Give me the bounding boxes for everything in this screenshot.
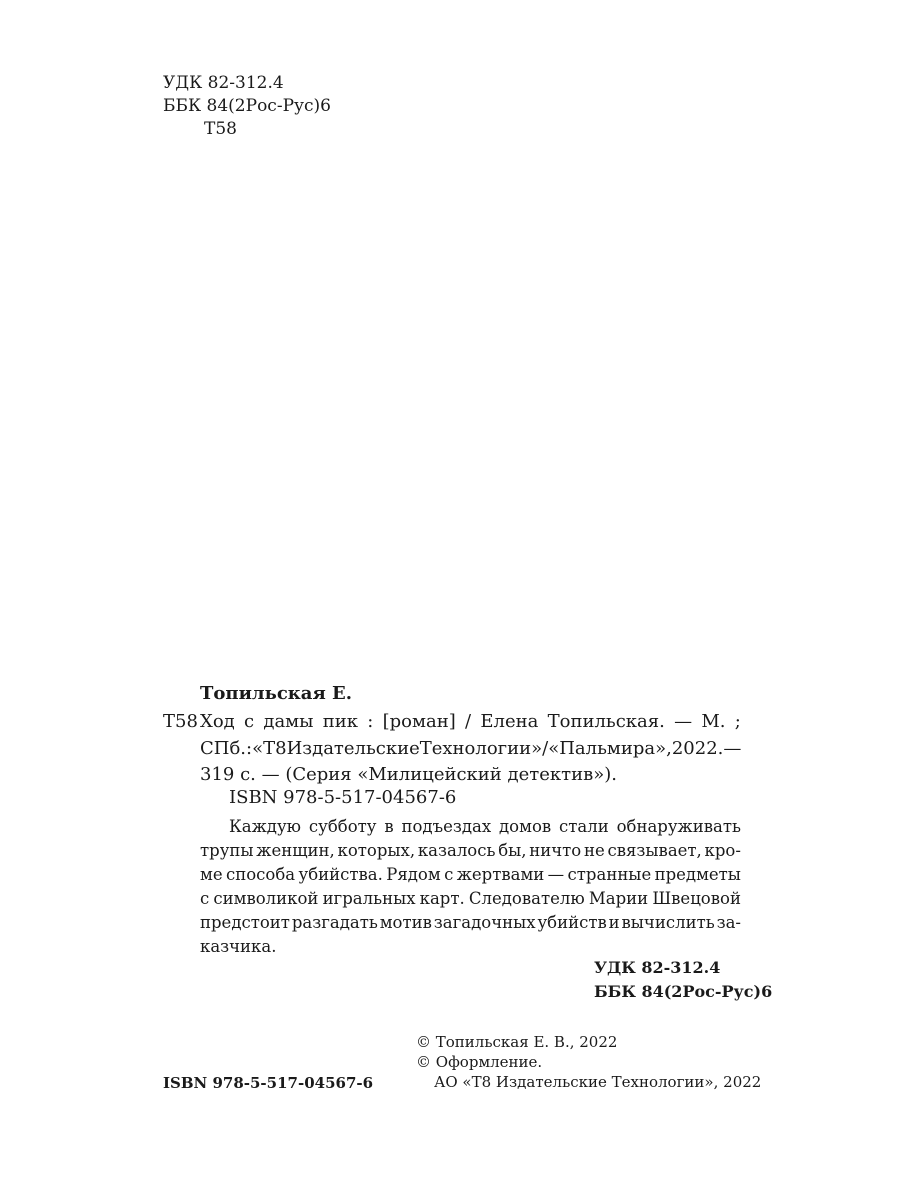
annotation-line: казчика. bbox=[200, 937, 277, 956]
isbn-bottom: ISBN 978-5-517-04567-6 bbox=[163, 1074, 374, 1092]
copyright-block bbox=[416, 1032, 761, 1092]
copyright-author: © Топильская Е. В., 2022 bbox=[416, 1033, 618, 1051]
isbn-record: ISBN 978-5-517-04567-6 bbox=[229, 787, 457, 808]
udk-code-bold: УДК 82-312.4 bbox=[594, 958, 721, 977]
annotation-line: Каждую субботу в подъездах домов стали обнаруживать bbox=[229, 817, 741, 836]
description-line: Ход с дамы пик : [роман] / Елена Топильская. — М. ; bbox=[200, 711, 741, 732]
right-classification-codes bbox=[594, 956, 772, 1004]
annotation-line: с символикой игральных карт. Следователю Марии Швецовой bbox=[200, 889, 741, 908]
bbk-code: ББК 84(2Рос-Рус)6 bbox=[163, 96, 331, 116]
udk-code: УДК 82-312.4 bbox=[163, 73, 284, 93]
author-mark: Т58 bbox=[204, 119, 237, 139]
top-classification-codes bbox=[163, 72, 331, 141]
bbk-code-bold: ББК 84(2Рос-Рус)6 bbox=[594, 982, 773, 1001]
copyright-publisher: АО «Т8 Издательские Технологии», 2022 bbox=[434, 1073, 762, 1091]
author-name: Топильская Е. bbox=[200, 683, 353, 704]
description-line: 319 с. — (Серия «Милицейский детектив»). bbox=[200, 764, 617, 785]
record-author-mark: Т58 bbox=[163, 711, 198, 732]
annotation bbox=[200, 815, 741, 959]
annotation-line: предстоит разгадать мотив загадочных убийств и вычислить за- bbox=[200, 913, 741, 932]
copyright-design: © Оформление. bbox=[416, 1053, 543, 1071]
bibliographic-description bbox=[200, 709, 741, 789]
annotation-line: ме способа убийства. Рядом с жертвами — странные предметы bbox=[200, 865, 741, 884]
annotation-line: трупы женщин, которых, казалось бы, ничто не связывает, кро- bbox=[200, 841, 741, 860]
description-line: СПб. : «Т8 Издательские Технологии» / «Пальмира», 2022. — bbox=[200, 737, 742, 759]
